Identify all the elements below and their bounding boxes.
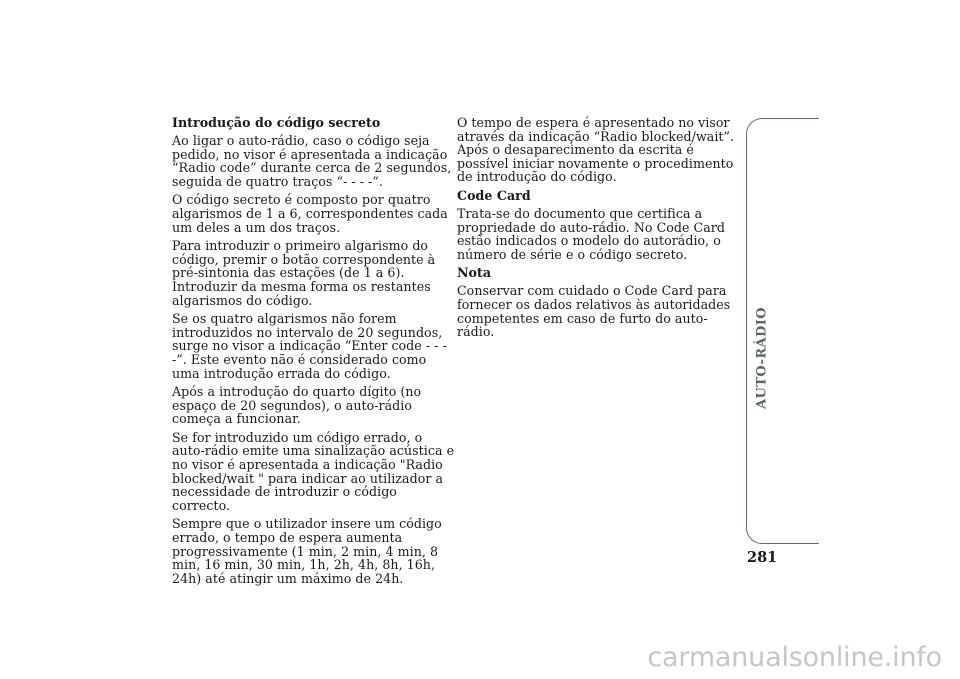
left-column [172,116,458,590]
paragraph-fourth-digit: Após a introdução do quarto dígito (no espaço de 20 segundos), o auto-rádio começa a funcionar. [172,384,422,427]
right-column [457,116,743,344]
paragraph-wait-display: O tempo de espera é apresentado no visor através da indicação “Radio blocked/wait”. Após o desaparecimento da escrita é possível iniciar novamente o procedimento de introdução do código. [457,115,735,185]
section-heading-nota: Nota [457,265,492,281]
paragraph-code-card: Trata-se do documento que certifica a propriedade do auto-rádio. No Code Card estão indicados o modelo do autorádio, o número de série e o código secreto. [457,205,725,262]
paragraph-enter-code-timeout: Se os quatro algarismos não forem introduzidos no intervalo de 20 segundos, surge no visor a indicação “Enter code - - - -”. Este evento não é considerado como uma introdução errada do código. [172,311,447,381]
paragraph-radio-code: Ao ligar o auto-rádio, caso o código seja pedido, no visor é apresentada a indicação “Radio code” durante cerca de 2 segundos, seguida de quatro traços “- - - -”. [172,133,452,189]
chapter-label: AUTO-RÁDIO [754,307,770,409]
paragraph-enter-first-digit: Para introduzir o primeiro algarismo do código, premir o botão correspondente à pré-sintonia das estações (de 1 a 6). Introduzir da mesma forma os restantes algarismos do código. [172,238,436,308]
watermark-text: carmanualsonline.info [647,642,942,673]
section-heading-secret-code: Introdução do código secreto [172,115,381,130]
paragraph-wait-time: Sempre que o utilizador insere um código errado, o tempo de espera aumenta progressivamente (1 min, 2 min, 4 min, 8 min, 16 min, 30 min, 1h, 2h, 4h, 8h, 16h, 24h) até atingir um máximo de 24h. [172,516,442,586]
paragraph-nota: Conservar com cuidado o Code Card para fornecer os dados relativos às autoridades competentes em caso de furto do auto-rádio. [457,283,731,340]
page-number: 281 [747,549,778,566]
section-heading-code-card: Code Card [457,187,531,203]
paragraph-code-composition: O código secreto é composto por quatro algarismos de 1 a 6, correspondentes cada um deles a um dos traços. [172,192,448,235]
paragraph-wrong-code: Se for introduzido um código errado, o auto-rádio emite uma sinalização acústica e no visor é apresentada a indicação "Radio blocked/wait " para indicar ao utilizador a necessidade de introduzir o código correcto. [172,429,455,513]
